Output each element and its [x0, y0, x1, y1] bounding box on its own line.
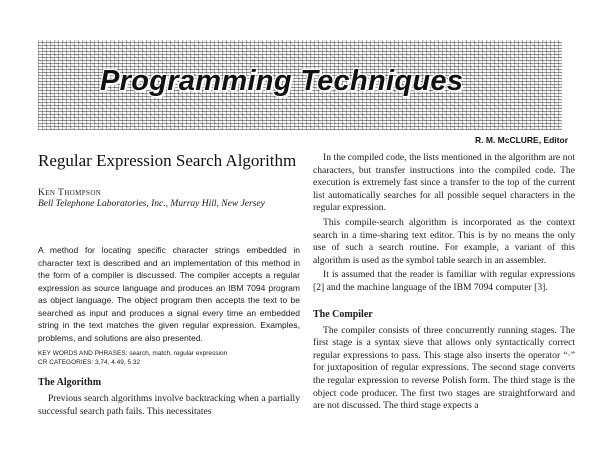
assumptions-paragraph: It is assumed that the reader is familiar with regular expressions [2] and the machine language of the IBM 7094 computer [3].: [313, 269, 575, 293]
section-heading-algorithm: The Algorithm: [38, 377, 102, 388]
editor-credit: R. M. McCLURE, Editor: [474, 135, 568, 145]
right-column: [313, 152, 575, 413]
department-title: Programming Techniques: [100, 65, 464, 97]
algorithm-paragraph: Previous search algorithms involve backtracking when a partially successful search path fails. This necessitates: [38, 393, 300, 417]
keywords-line: [38, 349, 300, 358]
cr-categories-label: CR CATEGORIES:: [38, 359, 94, 366]
cr-categories-value: 3.74, 4.49, 5.32: [94, 359, 141, 366]
left-column: [38, 150, 300, 418]
author-name: Ken Thompson: [38, 188, 102, 198]
context-search-paragraph: This compile-search algorithm is incorporated as the context search in a time-sharing text editor. This is by no means the only use of such a search routine. For example, a variant of this algorithm is used as the symbol table search in an assembler.: [313, 216, 575, 266]
compiled-code-paragraph: In the compiled code, the lists mentioned in the algorithm are not characters, but transfer instructions into the compiled code. The execution is extremely fast since a transfer to the top of the current list automatically searches for all possible sequel characters in the regular expression.: [313, 152, 575, 214]
keywords-label: KEY WORDS AND PHRASES:: [38, 350, 128, 357]
keywords-value: search, match, regular expression: [129, 350, 228, 357]
cr-categories-line: [38, 358, 300, 367]
article-title: Regular Expression Search Algorithm: [38, 151, 297, 170]
author-affiliation: Bell Telephone Laboratories, Inc., Murray Hill, New Jersey: [38, 199, 265, 209]
compiler-paragraph: The compiler consists of three concurrently running stages. The first stage is a syntax sieve that allows only syntactically correct regular expressions to pass. This stage also inserts the operator “·” for juxtaposition of regular expressions. The second stage converts the regular expression to reverse Polish form. The third stage is the object code producer. The first two stages are straightforward and are not discussed. The third stage expects a: [313, 324, 575, 412]
section-heading-compiler: The Compiler: [313, 308, 373, 320]
abstract: A method for locating specific character strings embedded in character text is described and an implementation of this method in the form of a compiler is discussed. The compiler accepts a regular expression as source language and produces an IBM 7094 program as object language. The object program then accepts the text to be searched as input and produces a signal every time an embedded string in the text matches the given regular expression. Examples, problems, and solutions are also presented.: [38, 245, 300, 343]
